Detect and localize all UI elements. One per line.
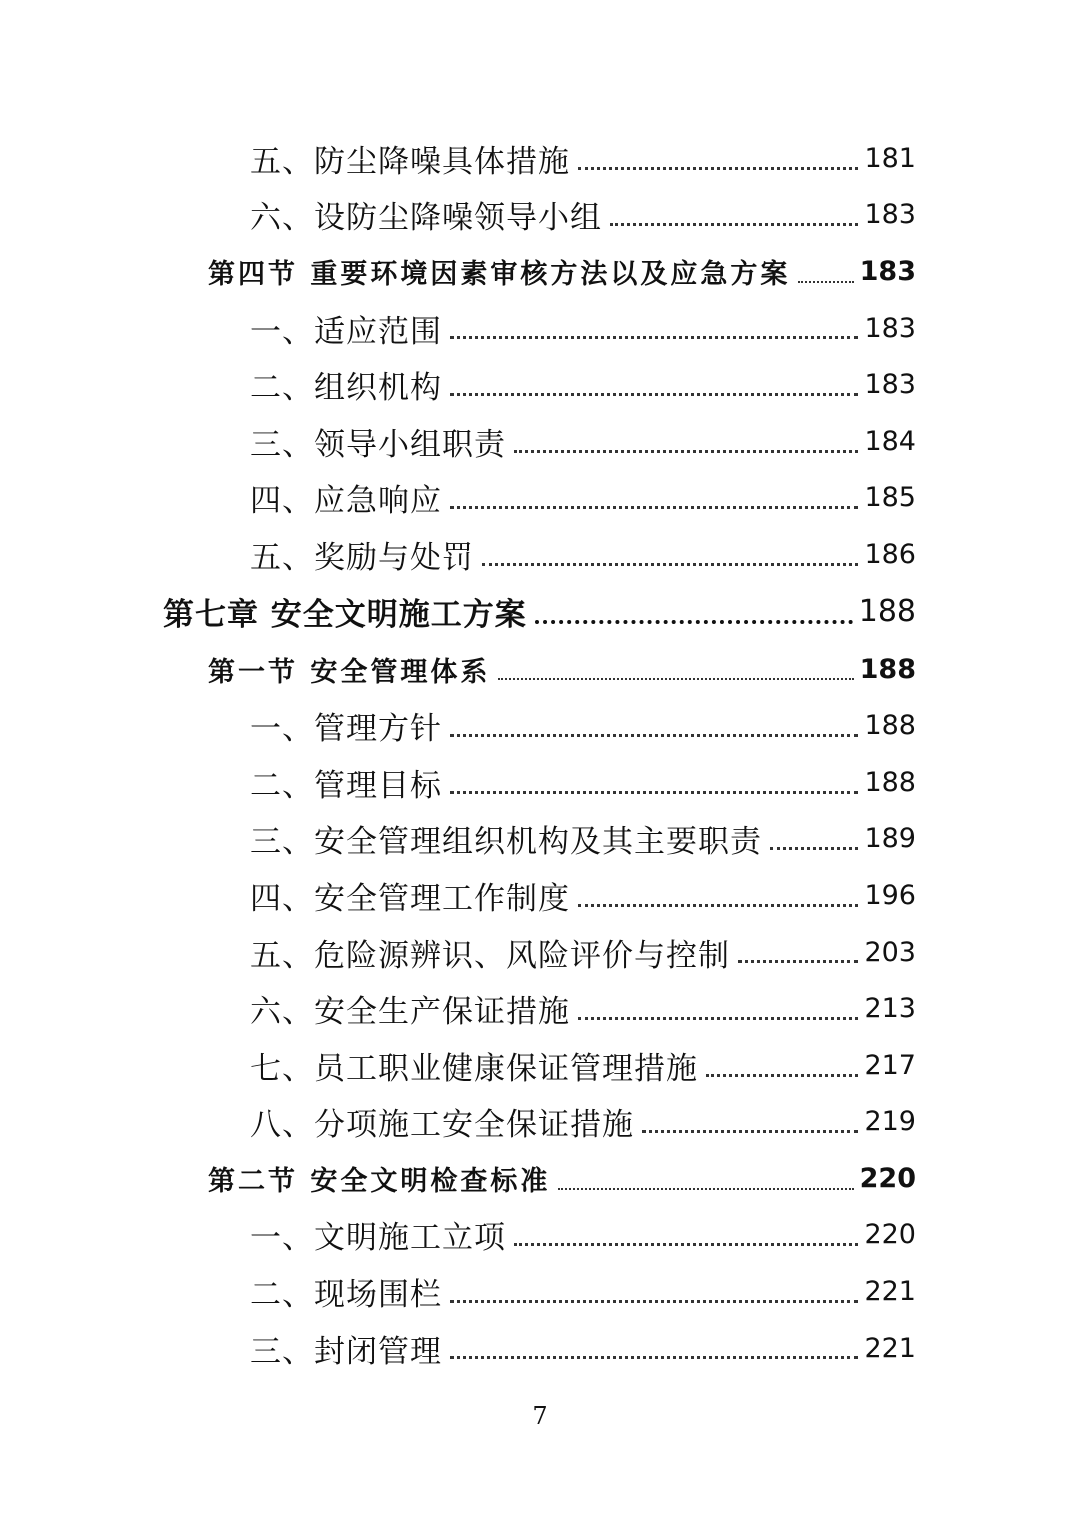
toc-entry-page: 219	[864, 1106, 916, 1138]
toc-entry-page: 184	[864, 425, 916, 457]
dot-leader	[558, 1188, 853, 1190]
toc-entry-title: 二、现场围栏	[250, 1277, 442, 1314]
toc-entry-title: 一、文明施工立项	[250, 1220, 506, 1257]
toc-entry[interactable]	[0, 754, 916, 811]
toc-entry[interactable]	[0, 1320, 916, 1377]
toc-section-page: 183	[859, 255, 916, 287]
dot-leader	[450, 1356, 858, 1359]
toc-entry-page: 186	[864, 538, 916, 570]
toc-entry[interactable]	[0, 697, 916, 754]
toc-entry-page: 220	[864, 1219, 916, 1251]
toc-entry-page: 221	[864, 1276, 916, 1308]
dot-leader	[706, 1074, 858, 1077]
dot-leader	[482, 563, 858, 566]
toc-entry-page: 181	[864, 142, 916, 174]
toc-entry-page: 183	[864, 199, 916, 231]
toc-chapter[interactable]	[0, 583, 916, 641]
toc-entry-title: 一、适应范围	[250, 313, 442, 350]
toc-entry[interactable]	[0, 470, 916, 527]
toc-section[interactable]	[0, 641, 916, 698]
toc-entry-page: 213	[864, 993, 916, 1025]
toc-chapter-page: 188	[858, 594, 916, 630]
toc-entry-page: 183	[864, 312, 916, 344]
table-of-contents	[0, 130, 1080, 1376]
toc-section-title: 第四节 重要环境因素审核方法以及应急方案	[208, 258, 791, 290]
page-number: 7	[532, 1402, 548, 1430]
toc-section-title: 第二节 安全文明检查标准	[208, 1165, 551, 1197]
toc-entry-page: 188	[864, 710, 916, 742]
dot-leader	[798, 281, 853, 283]
toc-entry-title: 二、组织机构	[250, 370, 442, 407]
toc-entry-title: 五、奖励与处罚	[250, 539, 474, 576]
dot-leader	[578, 167, 858, 170]
toc-entry-page: 189	[864, 823, 916, 855]
toc-entry[interactable]	[0, 187, 916, 244]
dot-leader	[642, 1130, 858, 1133]
toc-entry[interactable]	[0, 867, 916, 924]
toc-entry-page: 185	[864, 482, 916, 514]
toc-entry[interactable]	[0, 1207, 916, 1264]
toc-entry-page: 203	[864, 936, 916, 968]
toc-entry[interactable]	[0, 300, 916, 357]
toc-entry-page: 221	[864, 1332, 916, 1364]
toc-entry-title: 三、封闭管理	[250, 1333, 442, 1370]
toc-entry-title: 一、管理方针	[250, 711, 442, 748]
dot-leader	[738, 960, 858, 963]
toc-entry[interactable]	[0, 811, 916, 868]
dot-leader	[610, 223, 858, 226]
dot-leader	[578, 1017, 858, 1020]
toc-entry-title: 四、应急响应	[250, 483, 442, 520]
dot-leader	[450, 506, 858, 509]
toc-entry-title: 三、领导小组职责	[250, 426, 506, 463]
dot-leader	[498, 678, 853, 680]
dot-leader	[578, 904, 858, 907]
toc-entry-page: 188	[864, 766, 916, 798]
dot-leader	[450, 1300, 858, 1303]
toc-entry-title: 三、安全管理组织机构及其主要职责	[250, 824, 762, 861]
toc-entry-title: 四、安全管理工作制度	[250, 880, 570, 917]
toc-section[interactable]	[0, 1150, 916, 1207]
toc-section[interactable]	[0, 243, 916, 300]
toc-entry[interactable]	[0, 1094, 916, 1151]
toc-entry[interactable]	[0, 356, 916, 413]
toc-entry-title: 七、员工职业健康保证管理措施	[250, 1050, 698, 1087]
toc-entry-title: 六、设防尘降噪领导小组	[250, 200, 602, 237]
toc-entry[interactable]	[0, 980, 916, 1037]
toc-entry[interactable]	[0, 1037, 916, 1094]
toc-section-page: 220	[859, 1162, 916, 1194]
toc-entry[interactable]	[0, 924, 916, 981]
dot-leader	[514, 1243, 858, 1246]
toc-section-page: 188	[859, 653, 916, 685]
toc-entry-title: 五、防尘降噪具体措施	[250, 143, 570, 180]
dot-leader	[514, 450, 858, 453]
toc-entry-page: 196	[864, 879, 916, 911]
toc-entry[interactable]	[0, 526, 916, 583]
toc-entry-page: 217	[864, 1049, 916, 1081]
toc-entry-title: 二、管理目标	[250, 767, 442, 804]
dot-leader	[535, 620, 853, 624]
toc-entry-page: 183	[864, 369, 916, 401]
dot-leader	[450, 393, 858, 396]
dot-leader	[450, 734, 858, 737]
dot-leader	[770, 847, 858, 850]
toc-entry[interactable]	[0, 413, 916, 470]
toc-entry-title: 六、安全生产保证措施	[250, 994, 570, 1031]
dot-leader	[450, 336, 858, 339]
dot-leader	[450, 791, 858, 794]
toc-entry-title: 五、危险源辨识、风险评价与控制	[250, 937, 730, 974]
toc-chapter-title: 第七章 安全文明施工方案	[163, 597, 527, 634]
toc-entry[interactable]	[0, 1263, 916, 1320]
toc-entry[interactable]	[0, 130, 916, 187]
toc-entry-title: 八、分项施工安全保证措施	[250, 1107, 634, 1144]
toc-section-title: 第一节 安全管理体系	[208, 656, 491, 688]
